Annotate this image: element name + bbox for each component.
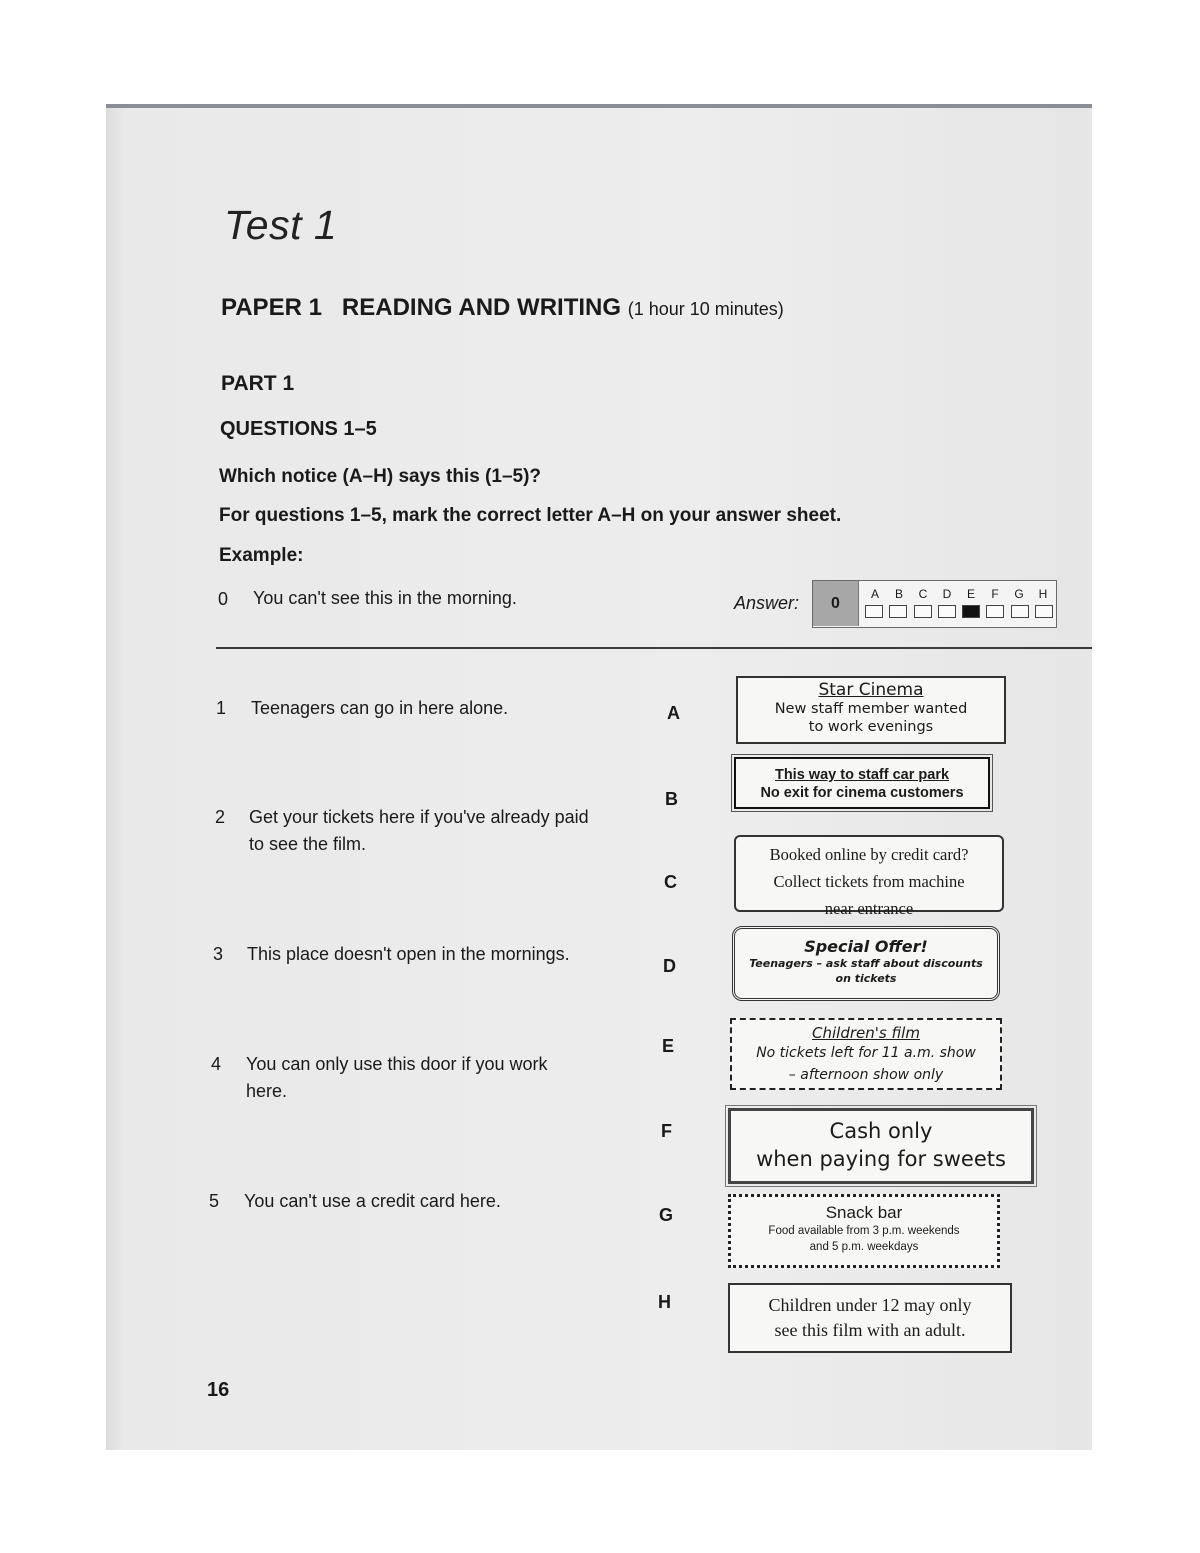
notice-b <box>734 757 990 809</box>
notice-heading: This way to staff car park <box>774 767 950 783</box>
question-text: Get your tickets here if you've already paid to see the film. <box>249 807 589 854</box>
answer-letter: D <box>942 587 952 601</box>
notice-line: on tickets <box>835 972 897 985</box>
paper-duration: (1 hour 10 minutes) <box>627 299 784 319</box>
notice-letter: G <box>659 1205 674 1225</box>
notice-letter: F <box>661 1121 672 1141</box>
notice-f <box>728 1108 1034 1184</box>
notice-line: Teenagers – ask staff about discounts <box>749 957 983 970</box>
answer-box[interactable] <box>865 605 883 618</box>
question-text: You can't use a credit card here. <box>244 1191 501 1211</box>
answer-letter: E <box>966 587 975 601</box>
paper-title <box>221 294 784 322</box>
notice-line: New staff member wanted <box>774 701 968 717</box>
answer-letter: G <box>1014 587 1024 601</box>
answer-label: Answer: <box>734 593 800 613</box>
notice-line: No tickets left for 11 a.m. show <box>756 1045 976 1061</box>
notice-line: Cash only <box>829 1119 933 1143</box>
answer-boxes <box>865 605 1053 618</box>
answer-letter: A <box>870 587 879 601</box>
notice-heading: Star Cinema <box>818 680 924 700</box>
notice-line: to work evenings <box>808 719 934 735</box>
answer-letter: H <box>1038 587 1048 601</box>
example-text: You can't see this in the morning. <box>253 588 517 608</box>
instruction-1: Which notice (A–H) says this (1–5)? <box>219 466 542 487</box>
notice-letter: H <box>658 1292 671 1312</box>
question-number: 5 <box>209 1191 220 1211</box>
notice-letter: A <box>667 703 680 723</box>
page-number: 16 <box>207 1379 230 1401</box>
question-number: 1 <box>216 698 227 718</box>
answer-box[interactable] <box>986 605 1004 618</box>
answer-box[interactable] <box>962 605 980 618</box>
notice-line: and 5 p.m. weekdays <box>809 1241 919 1253</box>
notice-line: when paying for sweets <box>756 1147 1006 1171</box>
notice-line: see this film with an adult. <box>774 1320 966 1340</box>
questions-heading: QUESTIONS 1–5 <box>220 418 377 440</box>
answer-box[interactable] <box>938 605 956 618</box>
answer-box[interactable] <box>914 605 932 618</box>
notice-d <box>732 926 1000 1001</box>
answer-box[interactable] <box>889 605 907 618</box>
answer-box[interactable] <box>1011 605 1029 618</box>
notice-line: Booked online by credit card? <box>769 845 969 864</box>
notice-heading: Special Offer! <box>804 937 928 956</box>
example-label: Example: <box>219 545 304 566</box>
answer-letters <box>865 587 1053 601</box>
question-text: This place doesn't open in the mornings. <box>247 944 570 964</box>
question-text: You can only use this door if you work here. <box>246 1054 548 1101</box>
exam-page <box>106 104 1092 1450</box>
notice-line: near entrance <box>824 899 914 918</box>
question-number: 2 <box>215 807 226 827</box>
notice-letter: B <box>665 789 678 809</box>
answer-letter: F <box>991 587 999 601</box>
notice-line: Children under 12 may only <box>768 1295 972 1315</box>
notice-line: No exit for cinema customers <box>760 785 964 801</box>
section-divider <box>216 647 1092 649</box>
question-text: Teenagers can go in here alone. <box>251 698 509 718</box>
answer-number: 0 <box>813 581 859 626</box>
notice-h <box>728 1283 1012 1353</box>
question-number: 3 <box>213 944 224 964</box>
notice-line: Collect tickets from machine <box>773 872 965 891</box>
notice-g <box>728 1194 1000 1268</box>
answer-box[interactable] <box>1035 605 1053 618</box>
paper-title-text: PAPER 1 READING AND WRITING <box>221 294 622 321</box>
notice-heading: Snack bar <box>825 1203 903 1222</box>
answer-grid <box>812 580 1057 628</box>
notice-e <box>730 1018 1002 1090</box>
test-title: Test 1 <box>224 202 338 248</box>
page-top-edge <box>106 104 1092 108</box>
notice-c <box>734 835 1004 918</box>
instruction-2: For questions 1–5, mark the correct letter A–H on your answer sheet. <box>219 505 842 526</box>
question-number: 4 <box>211 1054 222 1074</box>
notice-letter: D <box>663 956 676 976</box>
notice-letter: E <box>662 1036 675 1056</box>
notice-line: Food available from 3 p.m. weekends <box>768 1225 960 1237</box>
example-number: 0 <box>218 589 229 609</box>
answer-letter: B <box>894 587 903 601</box>
notice-heading: Children's film <box>812 1024 920 1042</box>
notice-a <box>736 676 1006 744</box>
answer-letter: C <box>918 587 928 601</box>
notice-line: – afternoon show only <box>788 1067 944 1083</box>
notice-letter: C <box>664 872 677 892</box>
part-title: PART 1 <box>221 372 295 395</box>
